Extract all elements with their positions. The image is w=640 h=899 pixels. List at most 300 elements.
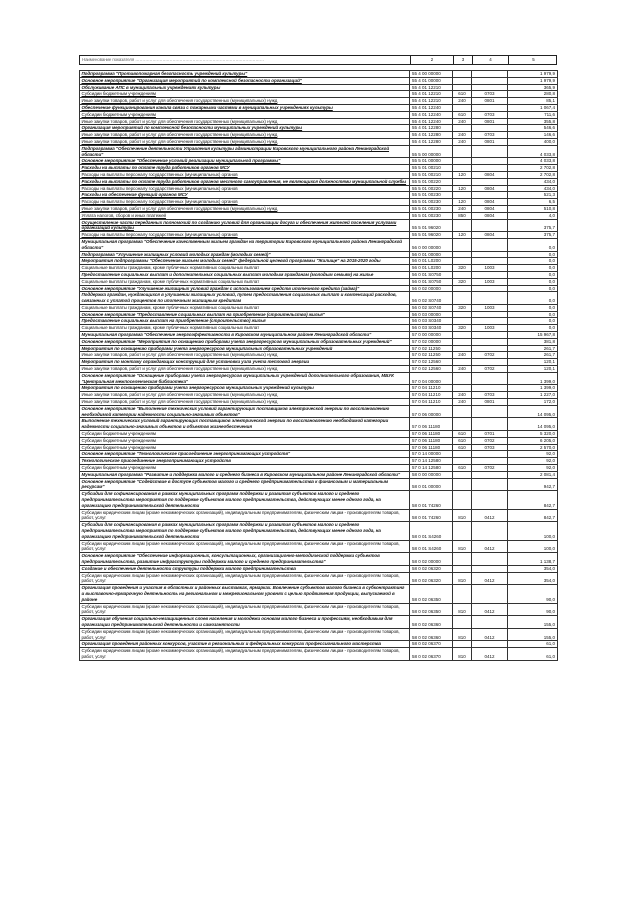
cell-name: Поддержка граждан, нуждающихся в улучшении жилищных условий, путем предоставления социальных выплат и компенсаций расходов, связанных с уплатой процентов по ипотечным жилищным кредитам	[80, 292, 410, 305]
cell-amount: 155,0	[508, 628, 558, 641]
cell-expense-type	[453, 359, 472, 366]
cell-expense-type	[453, 478, 472, 491]
cell-code: 55 5 01 00230	[410, 192, 453, 199]
cell-expense-type	[453, 145, 472, 158]
cell-code: 56 0 02 00000	[410, 285, 453, 292]
table-row	[80, 271, 558, 278]
cell-section: 0804	[472, 232, 508, 239]
table-row	[80, 509, 558, 522]
cell-name: Социальные выплаты гражданам, кроме публичных нормативных социальных выплат	[80, 265, 410, 272]
cell-expense-type	[453, 451, 472, 458]
cell-name: Основное мероприятие "Улучшение жилищных условий граждан с использованием средств ипотечного кредита (займа)"	[80, 285, 410, 292]
cell-name: Уплата налогов, сборов и иных платежей	[80, 212, 410, 219]
cell-name: Организация мероприятий по комплексной безопасности муниципальных учреждений культуры	[80, 125, 410, 132]
cell-name: Иные закупки товаров, работ и услуг для обеспечения государственных (муниципальных) нужд	[80, 138, 410, 145]
table-row	[80, 553, 558, 566]
table-row	[80, 111, 558, 118]
budget-document	[79, 55, 557, 661]
cell-code: 55 4 01 12240	[410, 111, 453, 118]
cell-code: 56 0 01 L0200	[410, 258, 453, 265]
table-row	[80, 104, 558, 111]
cell-amount: 120,1	[508, 359, 558, 366]
table-row	[80, 372, 558, 385]
cell-name: Мероприятия по оснащению приборами учета энергоресурсов муниципальных учреждений культуры	[80, 385, 410, 392]
cell-section	[472, 405, 508, 418]
cell-name: Основное мероприятие "Предоставление социальных выплат на приобретение (строительство) жилья"	[80, 311, 410, 318]
cell-code: 56 0 03 S0340	[410, 325, 453, 332]
table-row	[80, 641, 558, 648]
cell-expense-type	[453, 332, 472, 339]
cell-code: 56 0 01 S0750	[410, 271, 453, 278]
cell-amount: 92,0	[508, 458, 558, 465]
cell-amount: 2 702,8	[508, 165, 558, 172]
cell-name: Расходы на обеспечение функций органов МСУ	[80, 192, 410, 199]
cell-amount: 0,0	[508, 325, 558, 332]
cell-name: Мероприятия по оснащению приборами учета энергоресурсов муниципальных образовательных учреждений	[80, 345, 410, 352]
cell-name: Субсидии для софинансирования в рамках муниципальных программ поддержки и развития субъектов малого и среднего предпринимательства мероприятия по поддержке субъектов малого предпринимательства, действующих менее одного года, на организацию предпринимательской деятельности	[80, 491, 410, 509]
cell-name: Предоставление социальных выплат и дополнительных социальных выплат молодым гражданам (молодым семьям) на жилье	[80, 271, 410, 278]
cell-amount: 375,7	[508, 232, 558, 239]
cell-section	[472, 332, 508, 339]
cell-amount: 100,0	[508, 540, 558, 553]
cell-name: Муниципальная программа "Развитие и поддержка малого и среднего бизнеса в Кировском муниципальном районе Ленинградской области"	[80, 471, 410, 478]
cell-amount: 0,0	[508, 278, 558, 285]
cell-code: 55 5 01 00230	[410, 205, 453, 212]
cell-expense-type: 240	[453, 399, 472, 406]
cell-expense-type: 810	[453, 572, 472, 585]
cell-expense-type	[453, 285, 472, 292]
cell-code: 57 0 02 00000	[410, 338, 453, 345]
cell-name: Создание и обеспечение деятельности структуры поддержки малого предпринимательства	[80, 565, 410, 572]
cell-amount: 172,0	[508, 399, 558, 406]
cell-expense-type	[453, 616, 472, 629]
cell-amount: 0,0	[508, 311, 558, 318]
cell-name: Субсидии бюджетным учреждениям	[80, 465, 410, 472]
cell-name: Субсидии юридическим лицам (кроме некоммерческих организаций), индивидуальным предпринимателям, физическим лицам - производителям товаров, работ, услуг	[80, 603, 410, 616]
cell-section: 1003	[472, 278, 508, 285]
cell-amount: 0,0	[508, 292, 558, 305]
cell-code: 58 0 01 S4260	[410, 522, 453, 540]
cell-expense-type	[453, 385, 472, 392]
cell-expense-type: 240	[453, 138, 472, 145]
cell-amount: 92,0	[508, 451, 558, 458]
cell-section: 0804	[472, 171, 508, 178]
cell-expense-type: 240	[453, 132, 472, 139]
cell-expense-type	[453, 641, 472, 648]
cell-section: 1003	[472, 304, 508, 311]
cell-name: Основное мероприятие "Организация мероприятий по комплексной безопасности организаций"	[80, 77, 410, 84]
cell-expense-type	[453, 405, 472, 418]
cell-amount: 354,0	[508, 572, 558, 585]
cell-section	[472, 385, 508, 392]
cell-amount: 521,3	[508, 192, 558, 199]
table-row	[80, 158, 558, 165]
table-row	[80, 125, 558, 132]
cell-code: 55 5 01 00220	[410, 178, 453, 185]
table-row	[80, 285, 558, 292]
cell-amount: 261,7	[508, 352, 558, 359]
cell-code: 57 0 14 12580	[410, 458, 453, 465]
cell-name: Иные закупки товаров, работ и услуг для обеспечения государственных (муниципальных) нужд	[80, 366, 410, 373]
table-row	[80, 345, 558, 352]
cell-name: Подпрограмма "Обеспечение деятельности Управления культуры администрации Кировского муниципального района Ленинградской области"	[80, 145, 410, 158]
cell-expense-type: 120	[453, 199, 472, 206]
cell-code: 58 0 02 06370	[410, 641, 453, 648]
cell-name: Расходы на выплаты персоналу государственных (муниципальных) органов	[80, 199, 410, 206]
table-row	[80, 311, 558, 318]
cell-amount: 354,0	[508, 565, 558, 572]
cell-expense-type: 240	[453, 118, 472, 125]
cell-section	[472, 125, 508, 132]
table-row	[80, 118, 558, 125]
cell-name: Расходы на выплаты по оплате труда работников органов местного самоуправления, не являющихся должностями муниципальной службы	[80, 178, 410, 185]
cell-amount: 146,6	[508, 132, 558, 139]
cell-expense-type	[453, 77, 472, 84]
cell-expense-type: 120	[453, 185, 472, 192]
cell-expense-type	[453, 553, 472, 566]
table-row	[80, 540, 558, 553]
cell-expense-type: 850	[453, 212, 472, 219]
cell-section	[472, 165, 508, 172]
cell-expense-type: 610	[453, 465, 472, 472]
table-row	[80, 366, 558, 373]
cell-amount: 0,0	[508, 285, 558, 292]
table-row	[80, 145, 558, 158]
cell-amount: 0,0	[508, 304, 558, 311]
cell-section: 0702	[472, 465, 508, 472]
cell-section	[472, 451, 508, 458]
cell-name: Иные закупки товаров, работ и услуг для обеспечения государственных (муниципальных) нужд	[80, 118, 410, 125]
cell-code: 55 4 01 12280	[410, 132, 453, 139]
table-row	[80, 71, 558, 78]
table-row	[80, 565, 558, 572]
cell-code: 55 4 01 12280	[410, 138, 453, 145]
cell-section: 0701	[472, 431, 508, 438]
cell-expense-type: 810	[453, 603, 472, 616]
table-row	[80, 132, 558, 139]
cell-amount: 0,0	[508, 251, 558, 258]
cell-code: 58 0 02 00000	[410, 553, 453, 566]
cell-name: Иные закупки товаров, работ и услуг для обеспечения государственных (муниципальных) нужд	[80, 352, 410, 359]
table-row	[80, 648, 558, 661]
cell-amount: 100,0	[508, 522, 558, 540]
cell-name: Обеспечение функционирования канала связи с пожарными частями в муниципальных учреждениях культуры	[80, 104, 410, 111]
cell-expense-type	[453, 158, 472, 165]
cell-expense-type: 610	[453, 91, 472, 98]
cell-expense-type: 320	[453, 278, 472, 285]
table-row	[80, 405, 558, 418]
cell-code: 57 0 14 12580	[410, 465, 453, 472]
budget-table-body	[80, 71, 558, 661]
column-header-5: 5	[508, 56, 558, 64]
cell-section: 0801	[472, 118, 508, 125]
cell-code: 57 0 06 11180	[410, 418, 453, 431]
cell-expense-type: 240	[453, 392, 472, 399]
cell-expense-type	[453, 522, 472, 540]
cell-name: Основное мероприятие "Технологическое присоединение энергопринимающих устройств"	[80, 451, 410, 458]
cell-section: 0804	[472, 212, 508, 219]
table-row	[80, 458, 558, 465]
cell-name: Предоставление социальных выплат на приобретение (строительство) жилья	[80, 318, 410, 325]
table-row	[80, 616, 558, 629]
cell-section: 0412	[472, 603, 508, 616]
cell-expense-type	[453, 238, 472, 251]
table-row	[80, 451, 558, 458]
cell-amount: 4 033,8	[508, 158, 558, 165]
cell-section: 0702	[472, 366, 508, 373]
cell-name: Муниципальная программа "Обеспечение качественным жильем граждан на территории Кировского муниципального района Ленинградской области"	[80, 238, 410, 251]
cell-name: Основное мероприятие "Выполнение технических условий гарантирующих поставщиков электрической энергии по восстановлению необходимой категории надежности социально-значимых объектов"	[80, 405, 410, 418]
cell-expense-type: 810	[453, 540, 472, 553]
cell-amount: 1 399,0	[508, 385, 558, 392]
cell-expense-type	[453, 125, 472, 132]
cell-name: Основное мероприятие "Оснащение приборами учета энергоресурсов муниципальных учреждений дополнительного образования, МБУК "Центральная межпоселенческая библиотека"	[80, 372, 410, 385]
cell-section	[472, 491, 508, 509]
cell-code: 55 5 01 00000	[410, 158, 453, 165]
table-row	[80, 258, 558, 265]
cell-amount: 90,0	[508, 603, 558, 616]
table-row	[80, 205, 558, 212]
cell-code: 58 0 02 06350	[410, 585, 453, 603]
cell-expense-type	[453, 491, 472, 509]
table-row	[80, 478, 558, 491]
cell-name: Иные закупки товаров, работ и услуг для обеспечения государственных (муниципальных) нужд	[80, 392, 410, 399]
cell-name: Социальные выплаты гражданам, кроме публичных нормативных социальных выплат	[80, 304, 410, 311]
cell-amount: 1 979,9	[508, 71, 558, 78]
cell-code: 57 0 04 00000	[410, 372, 453, 385]
cell-name: Субсидии юридическим лицам (кроме некоммерческих организаций), индивидуальным предпринимателям, физическим лицам - производителям товаров, работ, услуг	[80, 572, 410, 585]
cell-amount: 4,0	[508, 212, 558, 219]
cell-section: 0703	[472, 444, 508, 451]
cell-expense-type: 610	[453, 437, 472, 444]
cell-expense-type	[453, 471, 472, 478]
cell-expense-type: 240	[453, 352, 472, 359]
cell-expense-type: 810	[453, 628, 472, 641]
cell-amount: 4 033,8	[508, 145, 558, 158]
cell-name: Субсидии бюджетным учреждениям	[80, 437, 410, 444]
cell-amount: 0,0	[508, 318, 558, 325]
cell-code: 55 5 00 00000	[410, 145, 453, 158]
cell-amount: 1 138,7	[508, 553, 558, 566]
cell-expense-type: 120	[453, 171, 472, 178]
cell-amount: 14 095,0	[508, 418, 558, 431]
table-row	[80, 352, 558, 359]
cell-code: 55 5 01 00210	[410, 165, 453, 172]
cell-expense-type	[453, 251, 472, 258]
cell-expense-type	[453, 372, 472, 385]
cell-name: Основное мероприятие "Содействие в доступе субъектов малого и среднего предпринимательства к финансовым и материальным ресурсам"	[80, 478, 410, 491]
cell-name: Организация проведения и участия в областных и районных выставках, ярмарках. Вовлечение субъектов малого бизнеса в субконтрактинг и выставочно-ярмарочную деятельность на региональном и межрегиональном уровнях с целью продвижения продукции, выпускаемой в районе	[80, 585, 410, 603]
cell-name: Расходы на выплаты персоналу государственных (муниципальных) органов	[80, 232, 410, 239]
table-row	[80, 185, 558, 192]
cell-name: Основное мероприятие "Обеспечение условий реализации муниципальной программы"	[80, 158, 410, 165]
table-row	[80, 522, 558, 540]
cell-expense-type	[453, 165, 472, 172]
cell-name: Расходы на выплаты персоналу государственных (муниципальных) органов	[80, 171, 410, 178]
cell-expense-type	[453, 565, 472, 572]
cell-code: 56 0 02 S0740	[410, 304, 453, 311]
table-row	[80, 332, 558, 339]
table-row	[80, 385, 558, 392]
cell-amount: 0,0	[508, 238, 558, 251]
cell-amount: 6,5	[508, 199, 558, 206]
cell-section: 1003	[472, 265, 508, 272]
cell-code: 57 0 06 11180	[410, 431, 453, 438]
cell-code: 55 4 01 12210	[410, 91, 453, 98]
cell-amount: 434,0	[508, 178, 558, 185]
cell-amount: 92,0	[508, 465, 558, 472]
cell-code: 55 5 01 00230	[410, 212, 453, 219]
cell-amount: 5 320,0	[508, 431, 558, 438]
column-header-3: 3	[453, 56, 472, 64]
cell-section	[472, 145, 508, 158]
cell-expense-type	[453, 219, 472, 232]
cell-section	[472, 585, 508, 603]
cell-code: 55 5 01 00210	[410, 171, 453, 178]
cell-amount: 14 095,0	[508, 405, 558, 418]
cell-amount: 85,1	[508, 98, 558, 105]
cell-code: 57 0 04 11210	[410, 392, 453, 399]
table-row	[80, 318, 558, 325]
cell-name: Осуществление части переданных полномочий по созданию условий для организации досуга и обеспечения жителей поселения услугами организаций культуры	[80, 219, 410, 232]
cell-name: Иные закупки товаров, работ и услуг для обеспечения государственных (муниципальных) нужд	[80, 205, 410, 212]
cell-code: 57 0 02 11250	[410, 352, 453, 359]
cell-code: 58 0 02 06360	[410, 628, 453, 641]
cell-expense-type	[453, 318, 472, 325]
cell-code: 57 0 06 11180	[410, 444, 453, 451]
cell-code: 58 0 01 74260	[410, 491, 453, 509]
cell-expense-type	[453, 585, 472, 603]
table-row	[80, 325, 558, 332]
cell-section: 1003	[472, 325, 508, 332]
column-header-row	[79, 55, 557, 65]
cell-amount: 842,7	[508, 509, 558, 522]
cell-amount: 2 081,4	[508, 471, 558, 478]
cell-name: Основное мероприятие "Мероприятия по оснащению приборами учета энергоресурсов муниципальных образовательных учреждений"	[80, 338, 410, 345]
cell-section: 0804	[472, 185, 508, 192]
cell-section	[472, 553, 508, 566]
table-row	[80, 251, 558, 258]
cell-code: 57 0 04 11210	[410, 399, 453, 406]
cell-section	[472, 258, 508, 265]
cell-amount: 280,8	[508, 91, 558, 98]
cell-section	[472, 271, 508, 278]
cell-expense-type: 320	[453, 325, 472, 332]
cell-expense-type	[453, 311, 472, 318]
cell-section	[472, 292, 508, 305]
table-row	[80, 399, 558, 406]
budget-table	[79, 70, 558, 661]
cell-section	[472, 311, 508, 318]
cell-expense-type: 120	[453, 232, 472, 239]
cell-amount: 61,0	[508, 648, 558, 661]
cell-expense-type	[453, 178, 472, 185]
cell-section: 0804	[472, 199, 508, 206]
cell-expense-type	[453, 418, 472, 431]
cell-code: 56 0 01 L0200	[410, 265, 453, 272]
cell-code: 55 5 01 00230	[410, 199, 453, 206]
cell-name: Технологическое присоединение энергопринимающих устройств	[80, 458, 410, 465]
table-row	[80, 465, 558, 472]
cell-name: Организация проведения районных конкурсов, участие в региональных и федеральных конкурсах профессионального мастерства	[80, 641, 410, 648]
cell-section	[472, 318, 508, 325]
table-row	[80, 431, 558, 438]
cell-expense-type	[453, 458, 472, 465]
cell-name: Социальные выплаты гражданам, кроме публичных нормативных социальных выплат	[80, 278, 410, 285]
cell-section: 0801	[472, 399, 508, 406]
cell-expense-type	[453, 192, 472, 199]
cell-name: Иные закупки товаров, работ и услуг для обеспечения государственных (муниципальных) нужд	[80, 132, 410, 139]
cell-code: 55 4 01 12280	[410, 125, 453, 132]
cell-section	[472, 522, 508, 540]
cell-name: Субсидии бюджетным учреждениям	[80, 444, 410, 451]
table-row	[80, 278, 558, 285]
table-row	[80, 572, 558, 585]
table-row	[80, 359, 558, 366]
cell-expense-type	[453, 104, 472, 111]
cell-name: Выполнение технических условий гарантирующих поставщиков электрической энергии по восстановлению необходимой категории надежности социально-значимых объектов и объектов жизнеобеспечения	[80, 418, 410, 431]
cell-section	[472, 192, 508, 199]
column-header-4: 4	[472, 56, 508, 64]
table-row	[80, 98, 558, 105]
cell-expense-type	[453, 292, 472, 305]
cell-section: 0801	[472, 98, 508, 105]
cell-section	[472, 458, 508, 465]
cell-code: 56 0 00 00000	[410, 238, 453, 251]
table-row	[80, 171, 558, 178]
table-row	[80, 392, 558, 399]
cell-amount: 0,0	[508, 271, 558, 278]
cell-section: 0702	[472, 437, 508, 444]
cell-amount: 6 205,0	[508, 437, 558, 444]
cell-code: 55 4 01 12240	[410, 118, 453, 125]
table-row	[80, 238, 558, 251]
cell-code: 56 0 02 S0740	[410, 292, 453, 305]
cell-code: 55 5 01 96020	[410, 219, 453, 232]
cell-section	[472, 71, 508, 78]
cell-name: Расходы на выплаты персоналу государственных (муниципальных) органов	[80, 185, 410, 192]
cell-code: 58 0 02 06320	[410, 572, 453, 585]
cell-expense-type: 320	[453, 304, 472, 311]
cell-code: 55 4 01 12210	[410, 98, 453, 105]
cell-expense-type: 240	[453, 98, 472, 105]
cell-name: Субсидии бюджетным учреждениям	[80, 91, 410, 98]
cell-section	[472, 471, 508, 478]
cell-amount: 365,9	[508, 84, 558, 91]
cell-code: 58 0 00 00000	[410, 471, 453, 478]
cell-section	[472, 338, 508, 345]
cell-section	[472, 418, 508, 431]
table-row	[80, 265, 558, 272]
cell-section	[472, 84, 508, 91]
cell-section	[472, 565, 508, 572]
cell-section	[472, 641, 508, 648]
cell-code: 57 0 06 00000	[410, 405, 453, 418]
cell-name: Иные закупки товаров, работ и услуг для обеспечения государственных (муниципальных) нужд	[80, 98, 410, 105]
cell-section: 0804	[472, 205, 508, 212]
table-row	[80, 444, 558, 451]
cell-section: 0703	[472, 91, 508, 98]
cell-code: 57 0 02 12560	[410, 366, 453, 373]
cell-amount: 400,0	[508, 138, 558, 145]
cell-section	[472, 616, 508, 629]
cell-code: 58 0 02 06360	[410, 616, 453, 629]
cell-amount: 61,0	[508, 641, 558, 648]
cell-amount: 0,0	[508, 265, 558, 272]
cell-expense-type	[453, 345, 472, 352]
cell-code: 58 0 01 74260	[410, 509, 453, 522]
cell-section	[472, 238, 508, 251]
